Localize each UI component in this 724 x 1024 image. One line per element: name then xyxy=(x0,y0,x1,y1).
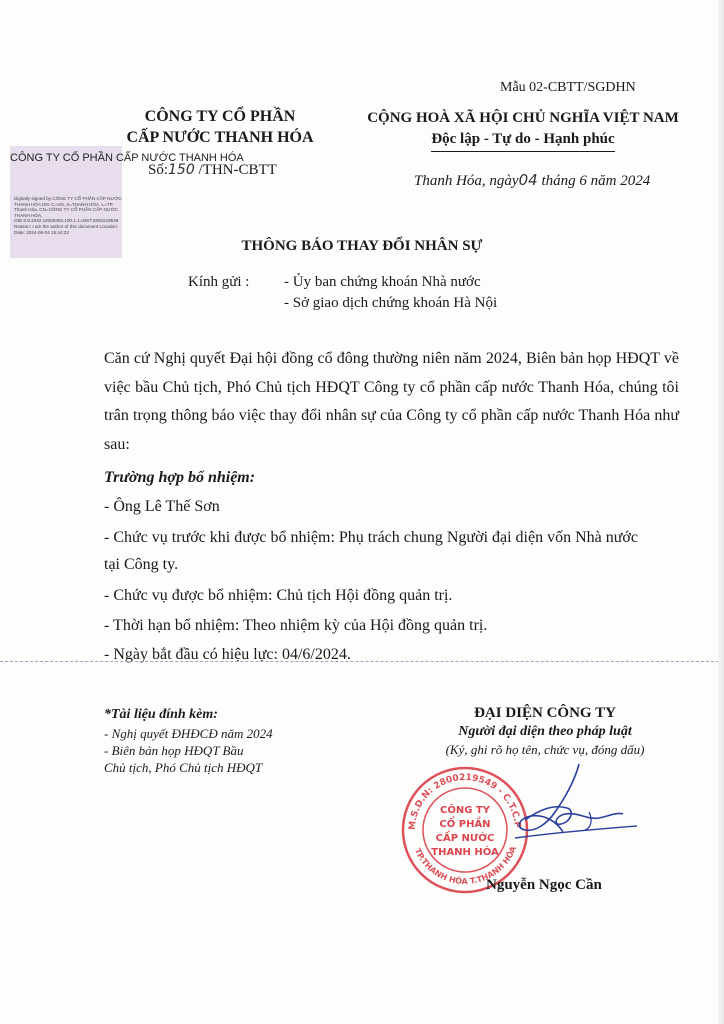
attachment-2: - Biên bản họp HĐQT Bầu xyxy=(104,743,244,758)
recipient-2: - Sở giao dịch chứng khoán Hà Nội xyxy=(284,295,498,311)
nation-title: CỘNG HOÀ XÃ HỘI CHỦ NGHĨA VIỆT NAM xyxy=(367,110,679,126)
previous-position: - Chức vụ trước khi được bổ nhiệm: Phụ trách chung Người đại diện vốn Nhà nước xyxy=(104,529,638,546)
doc-number-prefix: Số: xyxy=(148,162,169,178)
place-date xyxy=(414,171,650,190)
doc-number-suffix: /THN-CBTT xyxy=(194,162,277,178)
kinh-gui-label: Kính gửi : xyxy=(188,274,250,290)
attachment-2-cont: Chủ tịch, Phó Chủ tịch HĐQT xyxy=(104,760,263,775)
recipient-1: - Ủy ban chứng khoán Nhà nước xyxy=(284,274,481,290)
seal-center-4: THANH HÓA xyxy=(431,847,499,858)
doc-number-handwritten: 150 xyxy=(168,162,195,178)
attachments-heading: *Tài liệu đính kèm: xyxy=(104,707,218,722)
representative-title: ĐẠI DIỆN CÔNG TY xyxy=(474,705,616,721)
appointed-position: - Chức vụ được bổ nhiệm: Chủ tịch Hội đồng quản trị. xyxy=(104,587,453,604)
national-header xyxy=(358,108,688,152)
document-title: THÔNG BÁO THAY ĐỔI NHÂN SỰ xyxy=(241,238,483,254)
body-paragraph: Căn cứ Nghị quyết Đại hội đồng cổ đông thường niên năm 2024, Biên bản họp HĐQT về việc bầu Chủ tịch, Phó Chủ tịch HĐQT Công ty cổ phần cấp nước Thanh Hóa, chúng tôi trân trọng thông báo việc thay đổi nhân sự của Công ty cổ phần cấp nước Thanh Hóa như sau: xyxy=(104,350,679,453)
form-code: Mẫu 02-CBTT/SGDHN xyxy=(500,80,636,95)
seal-center-3: CẤP NƯỚC xyxy=(435,833,495,844)
digital-signature-title: CÔNG TY CỔ PHẦN CẤP NƯỚC THANH HÓA xyxy=(10,152,244,164)
appointee-name: - Ông Lê Thế Sơn xyxy=(104,498,220,515)
company-header xyxy=(110,106,330,148)
month-label: tháng xyxy=(537,173,580,189)
appointment-term: - Thời hạn bổ nhiệm: Theo nhiệm kỳ của Hội đồng quản trị. xyxy=(104,617,488,634)
seal-center-2: CỔ PHẦN xyxy=(439,819,491,830)
document-number xyxy=(148,162,277,179)
date-month: 6 xyxy=(579,173,587,189)
seal-ring-bottom: TP.THANH HÓA T.THANH HÓA xyxy=(412,844,518,887)
year-label: năm 2024 xyxy=(586,173,651,189)
scan-divider xyxy=(0,661,724,662)
representative-note: (Ký, ghi rõ họ tên, chức vụ, đóng dấu) xyxy=(445,742,645,757)
representative-subtitle: Người đại diện theo pháp luật xyxy=(458,724,632,739)
section-heading: Trường hợp bổ nhiệm: xyxy=(104,469,256,486)
nation-motto: Độc lập - Tự do - Hạnh phúc xyxy=(431,129,614,152)
seal-ring-text: M.S.D.N: 2800219549 - C.T.C.P xyxy=(407,772,523,831)
company-name-line1: CÔNG TY CỔ PHẦN xyxy=(144,108,296,125)
attachment-1: - Nghị quyết ĐHĐCĐ năm 2024 xyxy=(104,726,273,741)
place-label: Thanh Hóa, ngày xyxy=(414,173,519,189)
digital-signature-details: Digitally signed by CÔNG TY CỔ PHẦN CẤP NƯỚC THANH HÓA DN: C=VN, S=THANH HÓA, L=TP. Thanh Hóa, CN=CÔNG TY CỔ PHẦN CẤP NƯỚC THANH HÓA, OID.0.9.2342.19200300.100.1.1=MST:2800219549 Reason: I am the author of this document Location: Date: 2024-06-04 15:44:33 xyxy=(14,196,122,235)
handwritten-signature xyxy=(505,760,645,870)
previous-position-cont: tại Công ty. xyxy=(104,556,179,573)
date-day: 04 xyxy=(518,171,538,189)
scan-edge xyxy=(718,0,724,1024)
effective-date: - Ngày bắt đầu có hiệu lực: 04/6/2024. xyxy=(104,646,351,663)
signer-name: Nguyễn Ngọc Cần xyxy=(486,877,602,893)
seal-center-1: CÔNG TY xyxy=(440,805,490,816)
company-name-line2: CẤP NƯỚC THANH HÓA xyxy=(126,129,314,146)
